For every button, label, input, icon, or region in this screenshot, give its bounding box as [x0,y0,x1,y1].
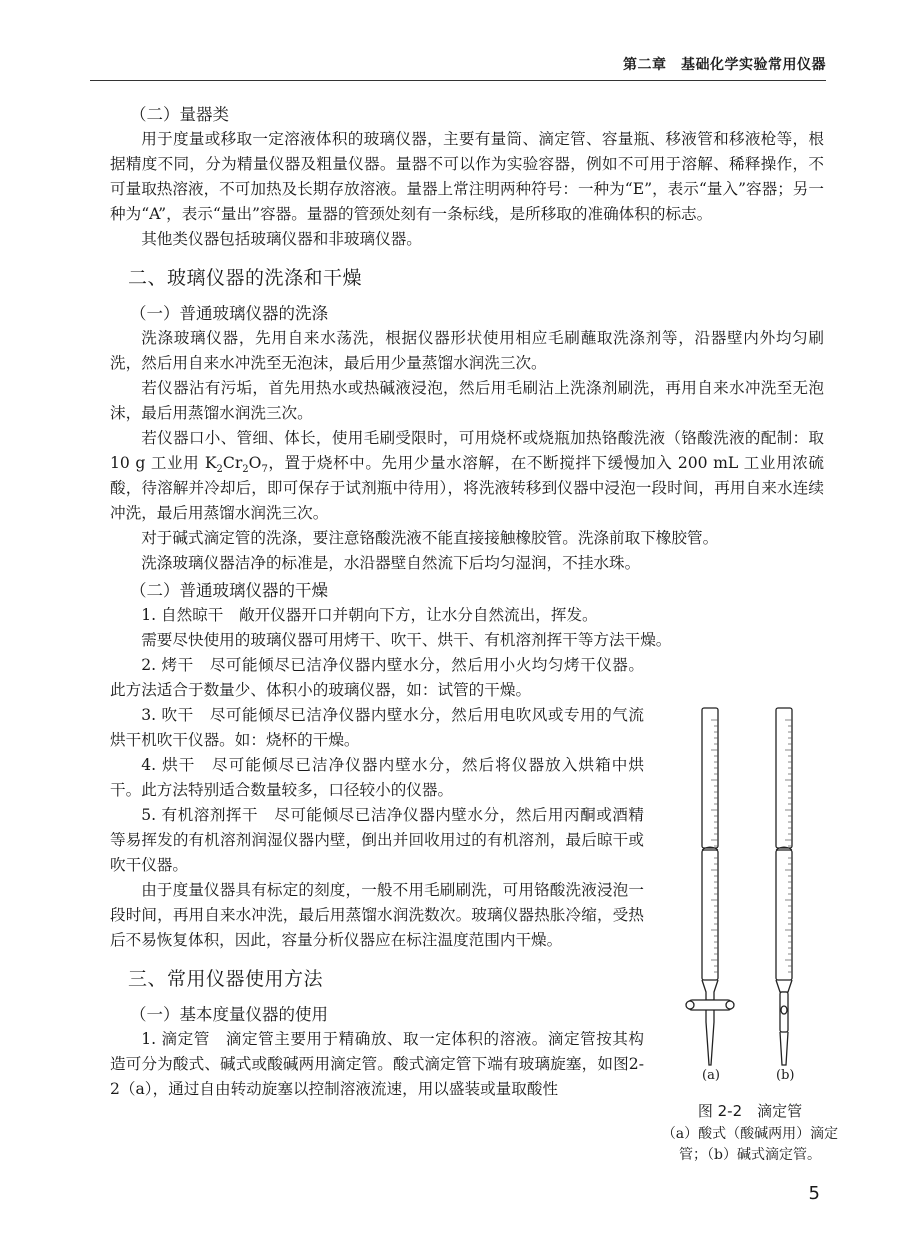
paragraph: 2. 烤干 尽可能倾尽已洁净仪器内壁水分，然后用小火均匀烤干仪器。此方法适合于数量少、体积小的玻璃仪器，如：试管的干燥。 [110,656,644,699]
base-burette [776,708,792,1065]
paragraph: 用于度量或移取一定溶液体积的玻璃仪器，主要有量筒、滴定管、容量瓶、移液管和移液枪等，根据精度不同，分为精量仪器及粗量仪器。量器不可以作为实验容器，例如不可用于溶解、稀释操作，不可量取热溶液，不可加热及长期存放溶液。量器上常注明两种符号：一种为“E”，表示“量入”容器；另一种为“A”，表示“量出”容器。量器的管颈处刻有一条标线，是所移取的准确体积的标志。 [110,130,824,223]
paragraph: 对于碱式滴定管的洗涤，要注意铬酸洗液不能直接接触橡胶管。洗涤前取下橡胶管。 [141,529,719,547]
paragraph: 若仪器沾有污垢，首先用热水或热碱液浸泡，然后用毛刷沾上洗涤剂刷洗，再用自来水冲洗至无泡沫，最后用蒸馏水润洗三次。 [110,379,824,422]
section-heading-2: 二、玻璃仪器的洗涤和干燥 [128,267,363,289]
section-heading-liangqi: （二）量器类 [130,105,229,124]
subsection-heading-2-1: （一）普通玻璃仪器的洗涤 [130,304,328,323]
acid-burette [686,708,734,1065]
chapter-title: 第二章 基础化学实验常用仪器 [623,57,826,73]
figure-burettes [660,700,840,1170]
figure-label-b: (b) [776,1068,795,1083]
figure-label-a: (a) [702,1068,720,1083]
subsection-heading-2-2: （二）普通玻璃仪器的干燥 [130,581,328,600]
paragraph: 其他类仪器包括玻璃仪器和非玻璃仪器。 [141,230,422,248]
subsection-heading-3-1: （一）基本度量仪器的使用 [130,1005,328,1024]
paragraph: 洗涤玻璃仪器，先用自来水荡洗，根据仪器形状使用相应毛刷蘸取洗涤剂等，沿器壁内外均匀刷洗，然后用自来水冲洗至无泡沫，最后用少量蒸馏水润洗三次。 [110,329,824,372]
paragraph: 需要尽快使用的玻璃仪器可用烤干、吹干、烘干、有机溶剂挥干等方法干燥。 [141,631,672,649]
page-number: 5 [808,1183,820,1204]
paragraph: 洗涤玻璃仪器洁净的标准是，水沿器壁自然流下后均匀湿润，不挂水珠。 [141,554,641,572]
figure-description: （a）酸式（酸碱两用）滴定管；（b）碱式滴定管。 [661,1126,839,1163]
running-header [0,50,900,76]
paragraph: 1. 自然晾干 敞开仪器开口并朝向下方，让水分自然流出，挥发。 [141,606,598,624]
header-rule [90,80,826,81]
paragraph: 5. 有机溶剂挥干 尽可能倾尽已洁净仪器内壁水分，然后用丙酮或酒精等易挥发的有机溶剂润湿仪器内壁，倒出并回收用过的有机溶剂，最后晾干或吹干仪器。 [110,806,644,874]
paragraph: 1. 滴定管 滴定管主要用于精确放、取一定体积的溶液。滴定管按其构造可分为酸式、碱式或酸碱两用滴定管。酸式滴定管下端有玻璃旋塞，如图2-2（a），通过自由转动旋塞以控制溶液流速，用以盛装或量取酸性 [110,1030,644,1098]
paragraph: 3. 吹干 尽可能倾尽已洁净仪器内壁水分，然后用电吹风或专用的气流烘干机吹干仪器。如：烧杯的干燥。 [110,706,644,749]
paragraph: 4. 烘干 尽可能倾尽已洁净仪器内壁水分，然后将仪器放入烘箱中烘干。此方法特别适合数量较多，口径较小的仪器。 [110,756,644,799]
section-heading-3: 三、常用仪器使用方法 [128,968,324,990]
paragraph: 由于度量仪器具有标定的刻度，一般不用毛刷刷洗，可用铬酸洗液浸泡一段时间，再用自来水冲洗，最后用蒸馏水润洗数次。玻璃仪器热胀冷缩，受热后不易恢复体积，因此，容量分析仪器应在标注温度范围内干燥。 [110,881,644,949]
paragraph-chromic-acid: 若仪器口小、管细、体长，使用毛刷受限时，可用烧杯或烧瓶加热铬酸洗液（铬酸洗液的配制：取 10 g 工业用 $K_2Cr_2O_7$，置于烧杯中。先用少量水溶解，在不断搅拌下缓慢加入 200 mL 工业用浓硫酸，待溶解并冷却后，即可保存于试剂瓶中待用），将洗液转移到仪器中浸泡一段时间，再用自来水连续冲洗，最后用蒸馏水润洗三次。 [110,429,824,522]
figure-caption: 图 2-2 滴定管 [697,1102,803,1120]
